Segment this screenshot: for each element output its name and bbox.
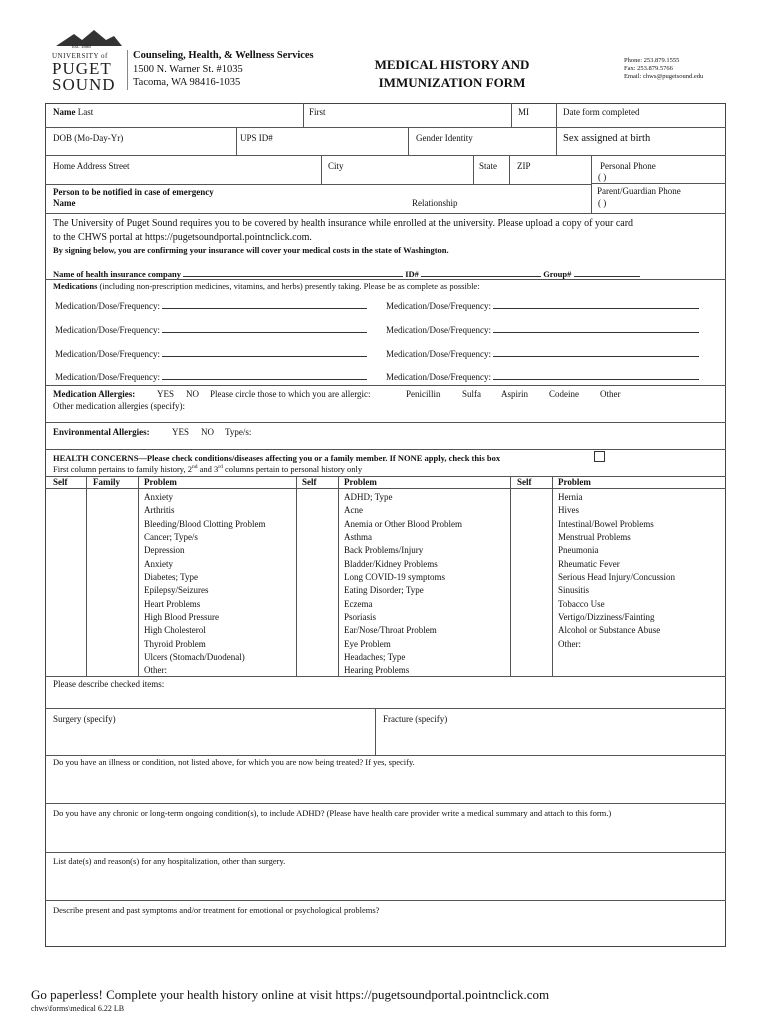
medication-row-4-right[interactable] — [386, 371, 699, 382]
problem-item: Diabetes; Type — [144, 572, 198, 583]
medication-row-2-right[interactable] — [386, 324, 699, 335]
divider — [408, 127, 409, 155]
problem-item: Arthritis — [144, 505, 175, 516]
form-title-line-1: MEDICAL HISTORY AND — [374, 57, 530, 72]
allergy-codeine-option[interactable]: Codeine — [549, 389, 579, 399]
divider — [45, 476, 726, 477]
medication-label: Medication/Dose/Frequency: — [386, 372, 491, 382]
current-illness-input[interactable] — [53, 770, 718, 800]
personal-phone-input[interactable]: ( ) — [598, 172, 607, 182]
divider — [556, 127, 557, 155]
allergy-aspirin-option[interactable]: Aspirin — [501, 389, 528, 399]
divider — [45, 279, 726, 280]
chronic-condition-label: Do you have any chronic or long-term ongoing condition(s), to include ADHD? (Please have health care provider write a medical summary and attach to this form.) — [53, 808, 612, 818]
org-address-2: Tacoma, WA 98416-1035 — [133, 77, 241, 88]
problem-item: Asthma — [344, 532, 372, 543]
problem-item: Alcohol or Substance Abuse — [558, 625, 661, 636]
medication-label: Medication/Dose/Frequency: — [55, 349, 160, 359]
problem-item: Menstrual Problems — [558, 532, 631, 543]
divider — [45, 449, 726, 450]
problem-item: Back Problems/Injury — [344, 545, 424, 556]
divider — [45, 852, 726, 853]
ups-id-input[interactable] — [240, 144, 405, 154]
fracture-label: Fracture (specify) — [383, 714, 448, 724]
mi-input[interactable] — [518, 116, 554, 127]
surgery-label: Surgery (specify) — [53, 714, 116, 724]
problem-item: Heart Problems — [144, 598, 201, 609]
hospitalization-label: List date(s) and reason(s) for any hospitalization, other than surgery. — [53, 856, 286, 866]
problem-item: Eating Disorder; Type — [344, 585, 424, 596]
problem-item: Hives — [558, 505, 579, 516]
problem-item: Ear/Nose/Throat Problem — [344, 625, 437, 636]
medications-heading — [53, 281, 480, 291]
describe-checked-label: Please describe checked items: — [53, 679, 165, 689]
divider — [236, 127, 237, 155]
medication-row-3-right[interactable] — [386, 348, 699, 359]
sex-at-birth-input[interactable] — [563, 144, 723, 154]
problem-item: Acne — [344, 505, 363, 516]
parent-phone-label: Parent/Guardian Phone — [597, 186, 681, 196]
divider — [591, 155, 592, 213]
problem-item: ADHD; Type — [344, 492, 393, 502]
go-paperless-footer: Go paperless! Complete your health history online at visit https://pugetsoundportal.pointnclick.com — [31, 987, 550, 1002]
problem-item: Serious Head Injury/Concussion — [558, 572, 675, 583]
insurance-company-input[interactable] — [183, 268, 403, 277]
divider — [45, 127, 726, 128]
col1-family-header: Family — [93, 477, 120, 487]
sex-at-birth-label: Sex assigned at birth — [563, 133, 651, 144]
medication-label: Medication/Dose/Frequency: — [386, 301, 491, 311]
dob-input[interactable] — [53, 144, 233, 154]
insurance-id-label: ID# — [405, 269, 419, 279]
logo-puget: PUGET — [52, 59, 112, 78]
allergy-penicillin-option[interactable]: Penicillin — [406, 389, 441, 399]
divider — [375, 708, 376, 755]
form-title-line-2: IMMUNIZATION FORM — [378, 75, 526, 90]
col1-self-header: Self — [53, 477, 68, 487]
col3-problem-header: Problem — [558, 477, 591, 487]
contact-email: Email: chws@pugetsound.edu — [624, 73, 704, 80]
problem-item: Other: — [558, 638, 581, 649]
logo-est: Est. 1888 — [72, 45, 91, 50]
col2-self-header: Self — [302, 477, 317, 487]
medication-line[interactable] — [162, 324, 367, 333]
insurance-text-2: to the CHWS portal at https://pugetsoundportal.pointnclick.com. — [53, 232, 312, 243]
medication-row-1-right[interactable] — [386, 300, 699, 311]
other-allergies-label: Other medication allergies (specify): — [53, 401, 186, 411]
problem-item: High Cholesterol — [144, 625, 206, 636]
university-logo — [52, 28, 124, 92]
home-street-input[interactable] — [53, 172, 318, 182]
org-address-1: 1500 N. Warner St. #1035 — [133, 64, 243, 75]
medication-label: Medication/Dose/Frequency: — [386, 325, 491, 335]
medication-label: Medication/Dose/Frequency: — [55, 372, 160, 382]
medication-line[interactable] — [162, 371, 367, 380]
problem-item: Other: — [144, 665, 167, 676]
problem-item: Vertigo/Dizziness/Fainting — [558, 612, 655, 623]
emergency-name-input[interactable] — [80, 198, 400, 208]
divider — [45, 422, 726, 423]
first-name-label: First — [309, 107, 326, 117]
header-divider — [127, 50, 128, 90]
env-yes-option[interactable]: YES — [172, 427, 190, 437]
problem-item: Epilepsy/Seizures — [144, 585, 209, 596]
col2-problem-header: Problem — [344, 477, 377, 487]
date-completed-input[interactable] — [563, 116, 723, 127]
env-no-option[interactable]: NO — [201, 427, 214, 437]
problem-item: Pneumonia — [558, 545, 599, 556]
name-label-text: Name — [53, 107, 76, 117]
problem-item: Eczema — [344, 598, 373, 609]
logo-sound: SOUND — [52, 75, 116, 94]
relationship-label: Relationship — [412, 198, 458, 208]
family-check-column-1[interactable] — [47, 489, 85, 675]
first-name-input[interactable] — [309, 116, 509, 127]
none-apply-checkbox[interactable] — [594, 451, 605, 462]
problem-item: Tobacco Use — [558, 598, 605, 609]
divider — [138, 476, 139, 676]
divider — [552, 476, 553, 676]
divider — [45, 708, 726, 709]
medication-row-2-left[interactable] — [55, 324, 367, 335]
last-name-label: Last — [77, 107, 94, 117]
form-title — [352, 56, 552, 92]
surgery-input[interactable] — [53, 726, 371, 752]
date-completed-label: Date form completed — [563, 107, 640, 117]
home-street-label: Home Address Street — [53, 161, 130, 171]
problem-item: High Blood Pressure — [144, 612, 219, 623]
medication-row-3-left[interactable] — [55, 348, 367, 359]
city-input[interactable] — [328, 172, 468, 182]
logo-university: UNIVERSITY of — [52, 52, 108, 60]
col3-self-header: Self — [517, 477, 532, 487]
other-allergies-input[interactable] — [205, 401, 720, 413]
last-name-input[interactable] — [53, 116, 301, 127]
env-type-input[interactable] — [258, 427, 718, 439]
medication-line[interactable] — [162, 300, 367, 309]
env-type-label: Type/s: — [225, 427, 252, 437]
self-check-column-2[interactable] — [298, 489, 337, 675]
medication-label: Medication/Dose/Frequency: — [386, 349, 491, 359]
divider — [591, 183, 726, 184]
problem-item: Headaches; Type — [344, 652, 406, 663]
health-col1 — [144, 491, 266, 678]
personal-phone-label: Personal Phone — [600, 161, 656, 171]
insurance-group-input[interactable] — [574, 268, 640, 277]
medication-line[interactable] — [493, 371, 699, 380]
ups-id-label: UPS ID# — [240, 133, 273, 143]
problem-item: Psoriasis — [344, 612, 377, 623]
problem-item: Bladder/Kidney Problems — [344, 558, 438, 569]
allergy-sulfa-option[interactable]: Sulfa — [462, 389, 481, 399]
divider — [45, 803, 726, 804]
divider — [509, 155, 510, 184]
insurance-text-1: The University of Puget Sound requires you to be covered by health insurance while enrolled at the university. Please upload a copy of your card — [53, 218, 634, 229]
problem-item: Anxiety — [144, 558, 173, 569]
problem-item: Cancer; Type/s — [144, 532, 198, 543]
divider — [45, 755, 726, 756]
subtitle-sup-nd: nd — [191, 464, 198, 471]
emergency-name-label: Name — [53, 198, 76, 208]
emotional-problems-label: Describe present and past symptoms and/or treatment for emotional or psychological problems? — [53, 905, 380, 915]
medication-row-4-left[interactable] — [55, 371, 367, 382]
contact-box — [624, 57, 703, 81]
medication-line[interactable] — [493, 300, 699, 309]
mi-label: MI — [518, 107, 529, 117]
divider — [473, 155, 474, 184]
medication-label: Medication/Dose/Frequency: — [55, 301, 160, 311]
relationship-input[interactable] — [462, 198, 587, 208]
allergy-yes-option[interactable]: YES — [157, 389, 175, 399]
fracture-input[interactable] — [383, 726, 719, 752]
problem-item: Bleeding/Blood Clotting Problem — [144, 518, 266, 529]
divider — [321, 155, 322, 184]
divider — [296, 476, 297, 676]
medication-line[interactable] — [493, 348, 699, 357]
allergy-circle-instruction: Please circle those to which you are allergic: — [210, 389, 371, 399]
insurance-group-label: Group# — [543, 269, 572, 279]
health-col3 — [558, 491, 675, 651]
allergy-other-option[interactable]: Other — [600, 389, 621, 399]
gender-identity-label: Gender Identity — [416, 133, 473, 143]
problem-item: Sinusitis — [558, 585, 590, 596]
family-check-column-2[interactable] — [88, 489, 137, 675]
medication-row-1-left[interactable] — [55, 300, 367, 311]
gender-identity-input[interactable] — [416, 144, 556, 154]
insurance-id-input[interactable] — [421, 268, 541, 277]
divider — [556, 103, 557, 127]
divider — [45, 488, 726, 489]
health-concerns-title: HEALTH CONCERNS—Please check conditions/diseases affecting you or a family member. If NONE apply, check this box — [53, 453, 501, 463]
state-label: State — [479, 161, 497, 171]
divider — [86, 476, 87, 676]
divider — [45, 184, 591, 185]
divider — [510, 476, 511, 676]
problem-item: Intestinal/Bowel Problems — [558, 518, 654, 529]
problem-item: Rheumatic Fever — [558, 558, 620, 569]
medication-line[interactable] — [493, 324, 699, 333]
problem-item: Ulcers (Stomach/Duodenal) — [144, 652, 245, 663]
insurance-confirm-text: By signing below, you are confirming your insurance will cover your medical costs in the state of Washington. — [53, 245, 449, 255]
problem-item: Hearing Problems — [344, 665, 410, 676]
form-code: chws\forms\medical 6.22 LB — [31, 1004, 125, 1013]
medication-line[interactable] — [162, 348, 367, 357]
hospitalization-input[interactable] — [53, 869, 718, 897]
problem-item: Eye Problem — [344, 638, 391, 649]
medication-allergies-label: Medication Allergies: — [53, 389, 136, 399]
problem-item: Long COVID-19 symptoms — [344, 572, 445, 583]
col1-problem-header: Problem — [144, 477, 177, 487]
city-label: City — [328, 161, 344, 171]
insurance-company-row — [53, 268, 640, 279]
zip-label: ZIP — [517, 161, 531, 171]
health-concerns-subtitle — [53, 464, 362, 474]
zip-input[interactable] — [517, 172, 587, 182]
current-illness-label: Do you have an illness or condition, not listed above, for which you are now being treated? If yes, specify. — [53, 757, 415, 767]
health-col2 — [344, 491, 462, 678]
problem-item: Hernia — [558, 492, 583, 502]
problem-item: Thyroid Problem — [144, 638, 206, 649]
medications-desc: (including non-prescription medicines, vitamins, and herbs) presently taking. Please be as complete as possible: — [99, 281, 480, 291]
divider — [511, 103, 512, 127]
subtitle-part-c: columns pertain to personal history only — [222, 464, 363, 474]
divider — [338, 476, 339, 676]
describe-checked-input[interactable] — [53, 690, 718, 706]
allergy-no-option[interactable]: NO — [186, 389, 199, 399]
parent-phone-input[interactable]: ( ) — [598, 198, 607, 208]
divider — [45, 213, 726, 214]
medications-label: Medications — [53, 281, 98, 291]
medication-label: Medication/Dose/Frequency: — [55, 325, 160, 335]
environmental-allergies-label: Environmental Allergies: — [53, 427, 150, 437]
state-input[interactable] — [479, 172, 507, 182]
problem-item: Depression — [144, 545, 185, 556]
divider — [45, 900, 726, 901]
subtitle-part-b: and 3 — [197, 464, 219, 474]
insurance-company-label: Name of health insurance company — [53, 269, 181, 279]
divider — [303, 103, 304, 127]
emergency-label: Person to be notified in case of emergency — [53, 187, 214, 197]
divider — [45, 385, 726, 386]
contact-phone: Phone: 253.879.1555 — [624, 57, 680, 64]
chronic-condition-input[interactable] — [53, 821, 718, 849]
self-check-column-3[interactable] — [512, 489, 551, 675]
subtitle-part-a: First column pertains to family history, 2 — [53, 464, 192, 474]
dob-label: DOB (Mo-Day-Yr) — [53, 133, 124, 143]
divider — [45, 155, 726, 156]
problem-item: Anxiety — [144, 492, 173, 502]
problem-item: Anemia or Other Blood Problem — [344, 518, 462, 529]
subtitle-sup-rd: rd — [218, 464, 223, 471]
contact-fax: Fax: 253.879.5766 — [624, 65, 673, 72]
org-name: Counseling, Health, & Wellness Services — [133, 50, 314, 61]
emotional-problems-input[interactable] — [53, 918, 718, 944]
